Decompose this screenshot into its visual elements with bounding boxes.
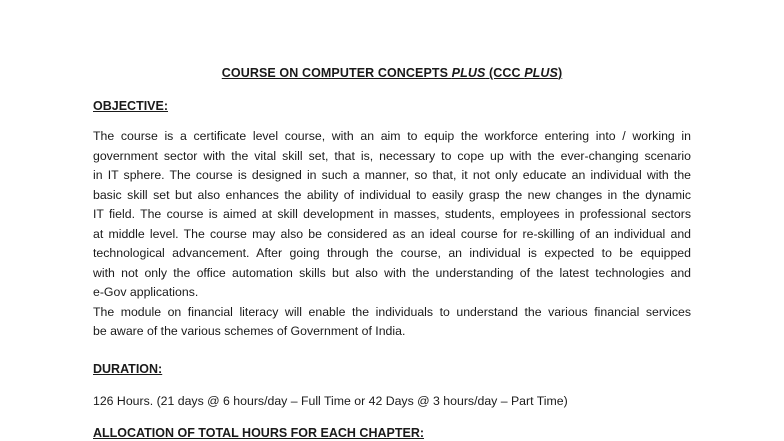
objective-heading: OBJECTIVE: [93,99,169,113]
objective-line: The course is a certificate level course, with an aim to equip the workforce entering into / working in [93,129,691,143]
objective-line: The module on financial literacy will enable the individuals to understand the various financial services [93,304,691,319]
objective-line: technological advancement. After going through the course, an individual is expected to be equipped [93,246,691,260]
title-italic-plus-2: PLUS [524,66,558,80]
title-text-2: (CCC [485,66,525,80]
objective-line: basic skill set but also enhances the ability of individual to easily grasp the new changes in the dynamic [93,187,691,202]
title-text-3: ) [557,66,563,80]
document-title [0,66,784,80]
title-italic-plus-1: PLUS [451,66,486,80]
duration-heading: DURATION: [93,362,163,376]
objective-line: be aware of the various schemes of Government of India. [93,324,406,338]
objective-line: government sector with the vital skill set, that is, necessary to cope up with the ever-changing scenario [93,148,691,163]
objective-line: IT field. The course is aimed at skill development in masses, students, employees in professional sectors [93,207,691,221]
objective-line: with not only the office automation skills but also with the understanding of the latest technologies and [93,265,691,280]
objective-paragraph [93,127,691,342]
objective-line: e-Gov applications. [93,285,199,299]
duration-text: 126 Hours. (21 days @ 6 hours/day – Full Time or 42 Days @ 3 hours/day – Part Time) [93,394,568,408]
allocation-heading: ALLOCATION OF TOTAL HOURS FOR EACH CHAPTER: [93,426,425,440]
objective-line: in IT sphere. The course is designed in such a manner, so that, it not only educate an individual with the [93,168,691,182]
objective-line: at middle level. The course may also be considered as an ideal course for re-skilling of an individual and [93,226,691,241]
title-text-1: COURSE ON COMPUTER CONCEPTS [221,66,452,80]
